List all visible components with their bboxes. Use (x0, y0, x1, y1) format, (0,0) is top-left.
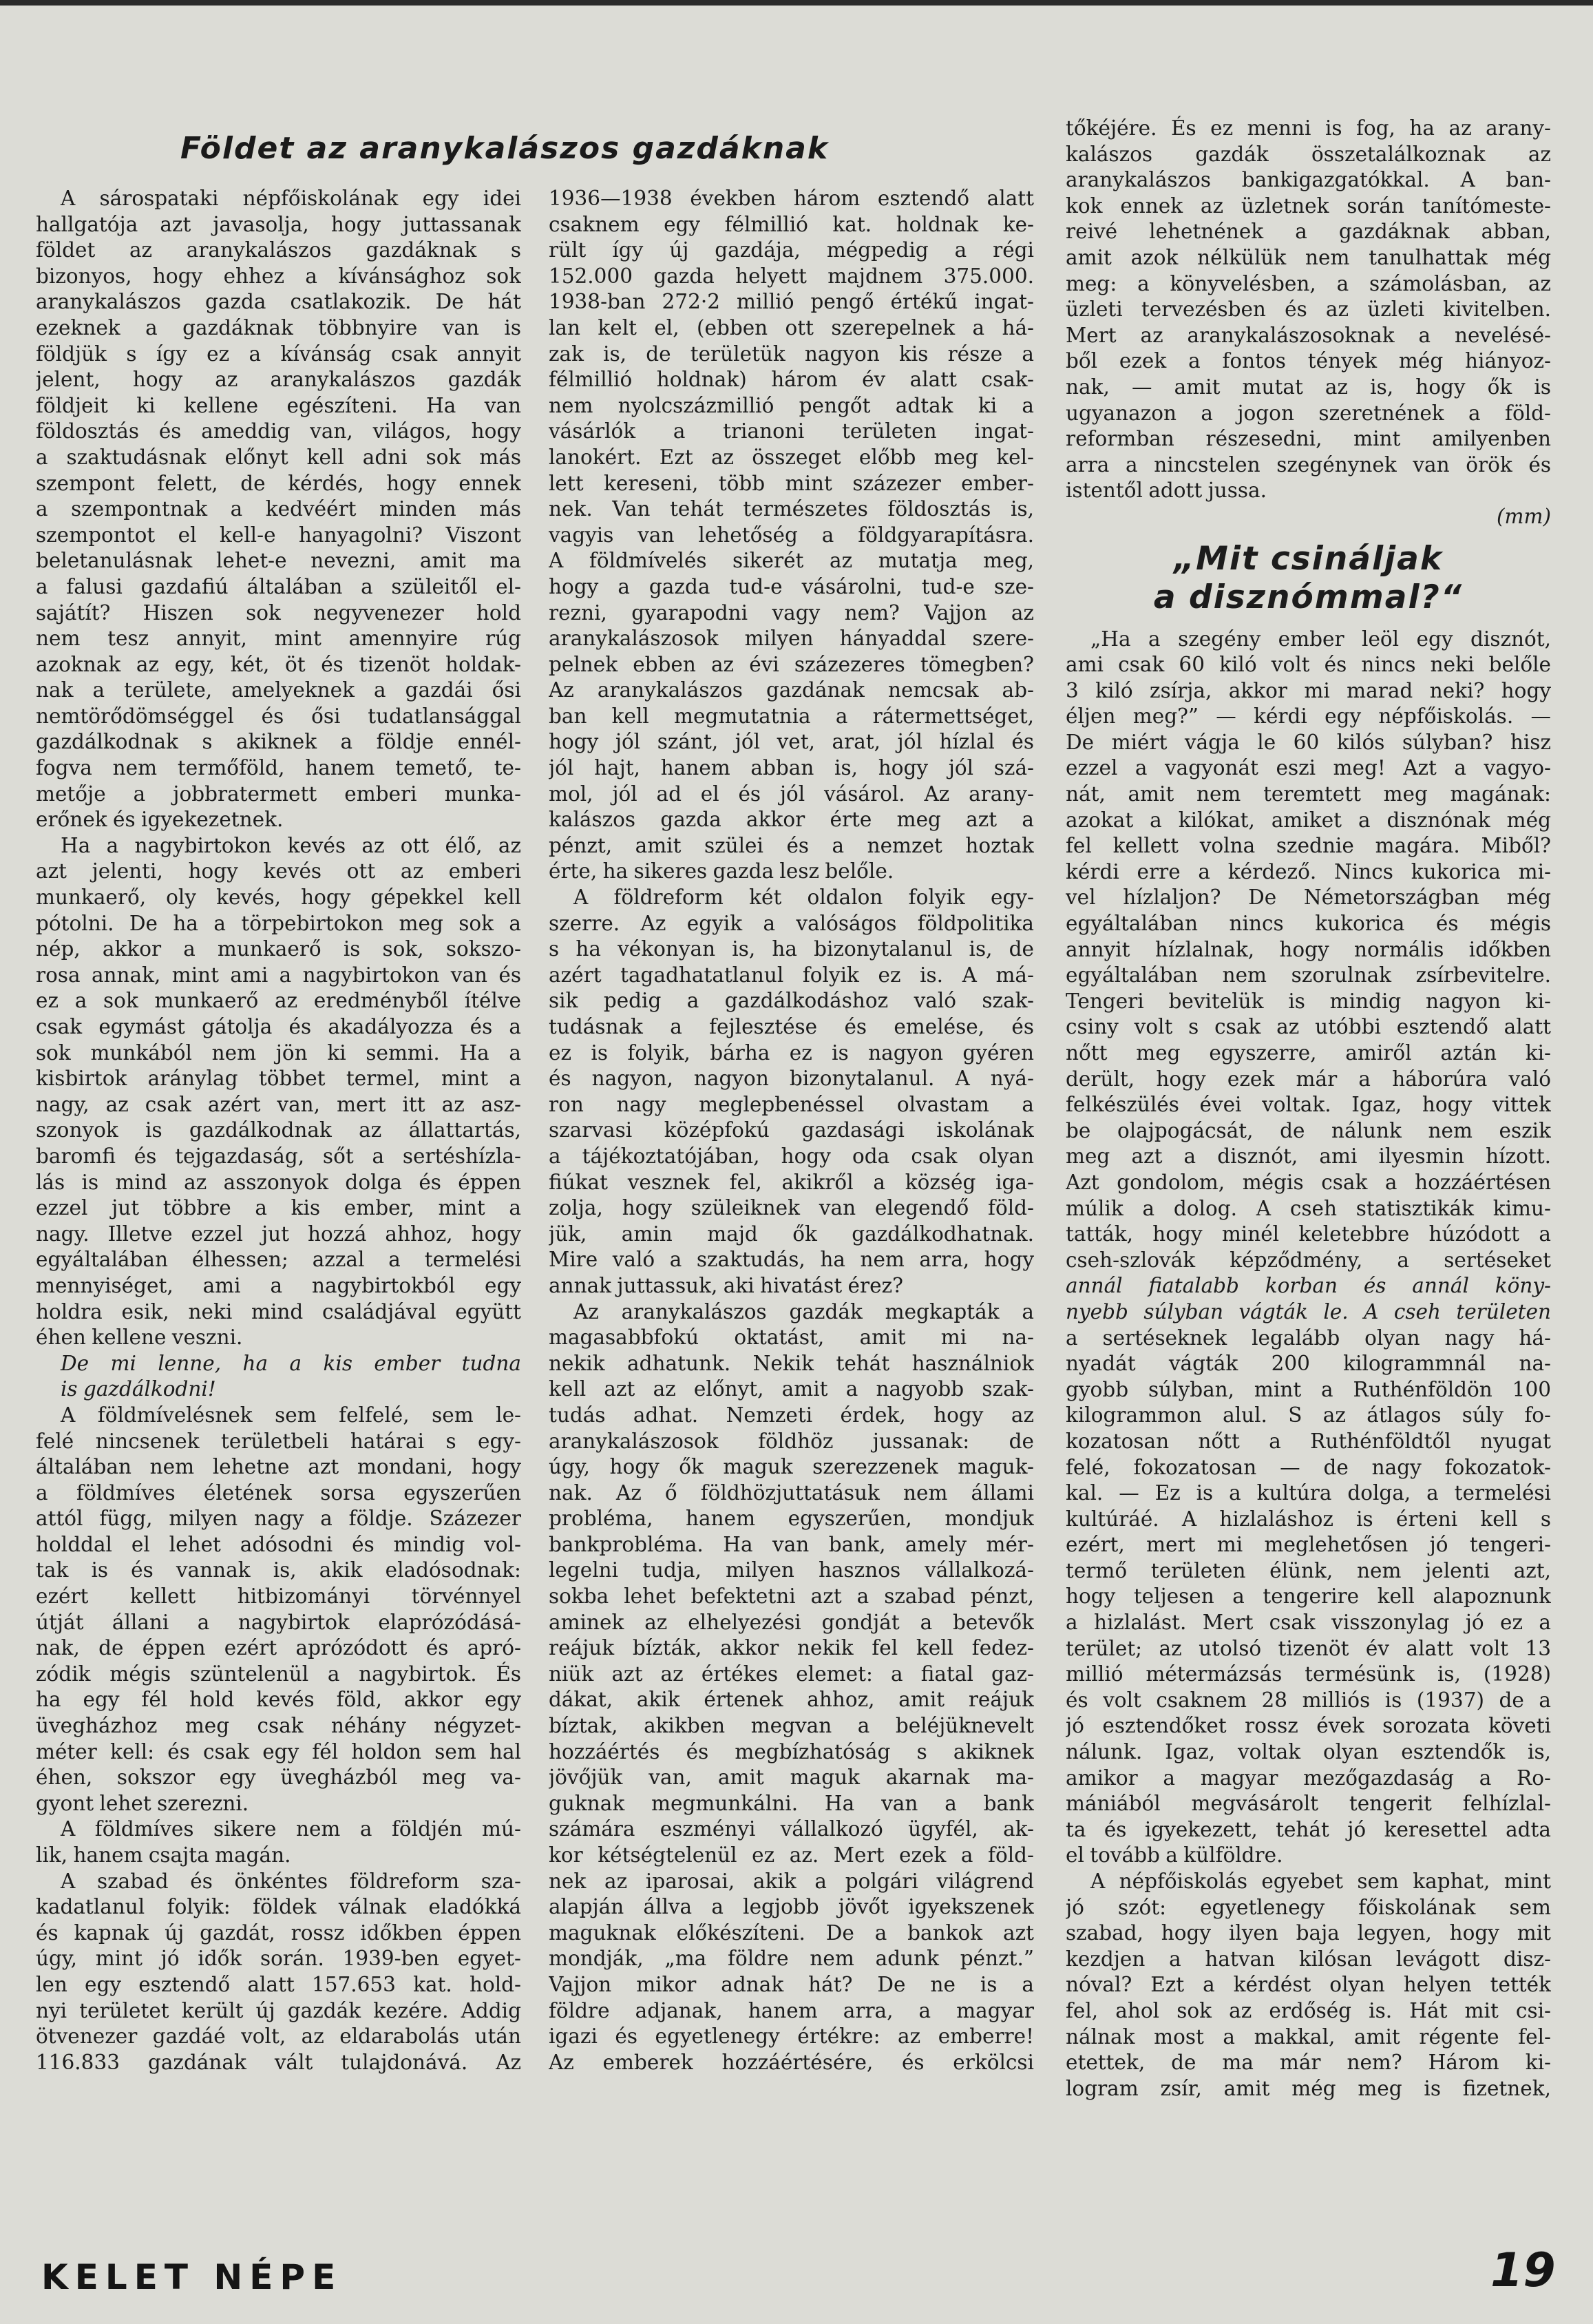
text-line: maguknak előkészíteni. De a bankok azt (549, 1920, 1034, 1945)
text-line: csiny volt s csak az utóbbi esztendő alatt (1066, 1015, 1551, 1039)
text-line: szonyok is gazdálkodnak az állattartás, (36, 1118, 521, 1142)
text-line: reivé lehetnének a gazdáknak abban, (1066, 220, 1551, 244)
text-line: A szabad és önkéntes földreform sza- (61, 1869, 521, 1893)
text-line: nőtt meg egyszerre, amiről aztán ki- (1066, 1041, 1551, 1065)
text-line: (mm) (1497, 504, 1551, 528)
text-line: érte, ha sikeres gazda lesz belőle. (549, 859, 894, 883)
text-line: ez a sok munkaerő az eredményből ítélve (36, 989, 521, 1013)
text-line: aranykalászosok milyen hányaddal szere- (549, 627, 1034, 651)
text-line: arra a nincstelen szegénynek van örök és (1066, 452, 1551, 477)
text-line: annak juttassuk, aki hivatást érez? (549, 1273, 903, 1297)
text-line: amit azok nélkülük nem tanulhattak még (1066, 245, 1551, 269)
text-line: guknak megmunkálni. Ha van a bank (549, 1791, 1034, 1815)
text-line: vel hízlaljon? De Németországban még (1066, 886, 1551, 910)
text-line: Mert az aranykalászosoknak a nevelésé- (1066, 323, 1551, 347)
text-line: „Ha a szegény ember leöl egy disznót, (1090, 627, 1551, 651)
text-line: vásárlók a trianoni területen ingat- (549, 419, 1034, 443)
text-line: Az aranykalászos gazdának nemcsak ab- (549, 678, 1034, 702)
text-line: felkészülés évei voltak. Igaz, hogy vittek (1066, 1093, 1551, 1117)
text-line: szempont felett, de kérdés, hogy ennek (36, 471, 521, 495)
text-line: csak egymást gátolja és akadályozza és a (36, 1015, 521, 1038)
text-line: nóval? Ezt a kérdést olyan helyen tették (1066, 1973, 1551, 1997)
text-line: logram zsír, amit még meg is fizetnek, (1066, 2076, 1551, 2100)
text-line: Vajjon mikor adnak hát? De ne is a (549, 1972, 1034, 1996)
text-line: nép, akkor a munkaerő is sok, sokszo- (36, 937, 521, 961)
text-line: a hizlalást. Mert csak visszonylag jó ez a (1066, 1611, 1551, 1635)
text-line: számára eszményi vállalkozó ügyfél, ak- (549, 1817, 1034, 1841)
text-line: niük azt az értékes elemet: a fiatal gaz- (549, 1662, 1034, 1686)
text-line: felé, fokozatosan — de nagy fokozatok- (1066, 1455, 1551, 1479)
text-line: nem tesz annyit, mint amennyire rúg (36, 627, 521, 651)
text-line: éhen kellene veszni. (36, 1326, 243, 1350)
text-line: általában nem lehetne azt mondani, hogy (36, 1455, 521, 1479)
text-line: tak is és vannak is, akik eladósodnak: (36, 1558, 521, 1582)
text-line: mániából megvásárolt tengerit felhízlal- (1066, 1792, 1551, 1816)
text-line: és kapnak új gazdát, rossz időkben éppen (36, 1920, 521, 1945)
text-line: 152.000 gazda helyett majdnem 375.000. (549, 264, 1034, 288)
text-line: ta és igyekezett, tehát jó keresettel adta (1066, 1817, 1551, 1841)
text-line: ből ezek a fontos tények még hiányoz- (1066, 349, 1551, 373)
text-line: kadatlanul folyik: földek válnak eladókká (36, 1895, 521, 1919)
text-line: legelni tudja, milyen hasznos vállalkozá- (549, 1558, 1034, 1582)
text-line: jövőjük van, amit maguk akarnak ma- (549, 1766, 1034, 1790)
text-line: azt jelenti, hogy kevés ott az emberi (36, 859, 521, 883)
text-line: el tovább a külföldre. (1066, 1843, 1283, 1867)
text-line: 3 kiló zsírja, akkor mi marad neki? hogy (1066, 678, 1551, 702)
text-line: pelnek ebben az évi százezeres tömegben? (549, 652, 1034, 676)
text-line: üvegházhoz meg csak néhány négyzet- (36, 1714, 521, 1738)
text-line: kal. — Ez is a kultúra dolga, a termelési (1066, 1481, 1551, 1505)
text-line: nagy, az csak azért van, mert itt az asz- (36, 1092, 521, 1116)
text-line: nak a területe, amelyeknek a gazdái ősi (36, 678, 521, 702)
text-line: azokat a kilókat, amiket a disznónak még (1066, 808, 1551, 832)
text-line: a tájékoztatójában, hogy oda csak olyan (549, 1144, 1034, 1168)
text-line: etettek, de ma már nem? Három ki- (1066, 2051, 1551, 2075)
text-line: magasabbfokú oktatást, amit mi na- (549, 1326, 1034, 1350)
text-line: derült, hogy ezek már a háborúra való (1066, 1067, 1551, 1091)
text-line: A földreform két oldalon folyik egy- (573, 886, 1034, 910)
text-line: baromfi és tejgazdaság, sőt a sertéshízla- (36, 1144, 521, 1168)
text-line: termő területen élünk, nem jelenti azt, (1066, 1558, 1551, 1582)
text-line: 116.833 gazdának vált tulajdonává. Az (36, 2050, 521, 2074)
text-line: rült így új gazdája, mégpedig a régi (549, 238, 1034, 262)
text-line: nem nyolcszázmillió pengőt adtak ki a (549, 393, 1034, 417)
text-line: pótolni. De ha a törpebirtokon meg sok a (36, 911, 521, 935)
text-line: üzleti tervezésben és az üzleti kivitelben. (1066, 297, 1551, 322)
text-line: is gazdálkodni! (61, 1377, 216, 1401)
text-line: kérdi erre a kérdező. Nincs kukorica mi- (1066, 859, 1551, 883)
text-line: munkaerő, oly kevés, hogy gépekkel kell (36, 886, 521, 910)
text-line: mol, jól ad el és jól vásárol. Az arany- (549, 782, 1034, 806)
text-line: jó esztendőket rossz évek sorozata követi (1066, 1714, 1551, 1738)
text-line: A földmíves sikere nem a földjén mú- (61, 1817, 521, 1841)
text-line: aranykalászos bankigazgatókkal. A ban- (1066, 168, 1551, 192)
text-line: A földmívelés sikerét az mutatja meg, (549, 549, 1034, 573)
text-line: éljen meg?” — kérdi egy népfőiskolás. — (1066, 704, 1551, 729)
text-line: kok ennek az üzletnek során tanítómeste- (1066, 193, 1551, 218)
text-line: hozzáértés és megbízhatóság s akiknek (549, 1739, 1034, 1763)
text-line: ban kell megmutatnia a rátermettséget, (549, 704, 1034, 728)
text-line: pénzt, amit szülei és a nemzet hoztak (549, 833, 1034, 857)
text-line: múlik a dolog. A cseh statisztikák kimu- (1066, 1196, 1551, 1220)
text-line: bíztak, akikben megvan a beléjüknevelt (549, 1714, 1034, 1738)
text-line: földjük s így ez a kívánság csak annyit (36, 342, 521, 366)
text-line: s ha vékonyan is, ha bizonytalanul is, de (549, 937, 1034, 961)
text-line: szabad, hogy ilyen baja legyen, hogy mit (1066, 1921, 1551, 1945)
text-line: reformban részesedni, mint amilyenben (1066, 427, 1551, 451)
text-line: annál fiatalabb korban és annál köny- (1066, 1274, 1551, 1298)
text-line: hogy a gazda tud-e vásárolni, tud-e sze- (549, 574, 1034, 598)
text-line: gyobb súlyban, mint a Ruthénföldön 100 (1066, 1377, 1551, 1401)
text-line: Azt gondolom, mégis csak a hozzáértésen (1066, 1170, 1551, 1194)
text-line: lett kereseni, több mint százezer ember- (549, 471, 1034, 495)
text-line: probléma, hanem egyszerűen, mondjuk (549, 1507, 1034, 1531)
text-line: azoknak az egy, két, öt és tizenöt holdak- (36, 652, 521, 676)
text-line: kor kétségtelenül ez az. Mert ezek a föld- (549, 1843, 1034, 1867)
text-line: rosa annak, mint ami a nagybirtokon van és (36, 963, 521, 987)
text-line: a falusi gazdafiú általában a szüleitől el- (36, 574, 521, 598)
text-line: mennyiséget, ami a nagybirtokból egy (36, 1273, 521, 1297)
text-line: felé nincsenek területbeli határai s egy- (36, 1429, 521, 1453)
text-line: hogy teljesen a tengerire kell alapoznunk (1066, 1584, 1551, 1609)
column-2 (549, 186, 1034, 2075)
text-line: Mire való a szaktudás, ha nem arra, hogy (549, 1248, 1034, 1272)
text-line: nekik adhatunk. Nekik tehát használniok (549, 1351, 1034, 1375)
text-line: sajátít? Hiszen sok negyvenezer hold (36, 600, 521, 625)
text-line: nek. Van tehát természetes földosztás is, (549, 497, 1034, 521)
text-line: A népfőiskolás egyebet sem kaphat, mint (1090, 1870, 1551, 1893)
text-line: jól hajt, hanem abban is, hogy jól szá- (549, 756, 1034, 780)
text-line: nát, amit nem teremtett meg magának: (1066, 782, 1551, 806)
text-line: A földmívelésnek sem felfelé, sem le- (61, 1403, 521, 1427)
text-line: ugyanazon a jogon szeretnének a föld- (1066, 401, 1551, 425)
text-line: bankprobléma. Ha van bank, amely mér- (549, 1532, 1034, 1556)
text-line: zolja, hogy szüleiknek van elegendő föld- (549, 1196, 1034, 1220)
text-line: kisbirtok aránylag többet termel, mint a (36, 1067, 521, 1091)
text-line: nak, — amit mutat az is, hogy ők is (1066, 375, 1551, 399)
text-line: azért tagadhatatlanul folyik ez is. A má- (549, 963, 1034, 987)
text-line: ötvenezer gazdáé volt, az eldarabolás után (36, 2024, 521, 2049)
text-line: zódik mégis szüntelenül a nagybirtok. És (36, 1662, 521, 1686)
text-line: földosztás és ameddig van, világos, hogy (36, 419, 521, 443)
text-line: mondják, „ma földre nem adunk pénzt.” (549, 1947, 1034, 1971)
text-line: jó szót: egyetlenegy főiskolának sem (1066, 1895, 1551, 1919)
page-number: 19 (1490, 2243, 1556, 2298)
text-line: millió métermázsás termésünk is, (1928) (1066, 1662, 1551, 1686)
text-line: reájuk bízták, akkor nekik fel kell fedez- (549, 1636, 1034, 1660)
text-line: úgy, mint jó idők során. 1939-ben egyet- (36, 1947, 521, 1971)
text-line: aminek az elhelyezési gondját a betevők (549, 1610, 1034, 1634)
text-line: dákat, akik értenek ahhoz, amit reájuk (549, 1688, 1034, 1712)
text-line: sik pedig a gazdálkodáshoz való szak- (549, 989, 1034, 1013)
text-line: kalászos gazda akkor érte meg azt a (549, 808, 1034, 832)
text-line: nyadát vágták 200 kilogrammnál na- (1066, 1352, 1551, 1376)
text-line: nálnak most a makkal, amit régente fel- (1066, 2024, 1551, 2049)
text-line: jük, amin majd ők gazdálkodhatnak. (549, 1222, 1034, 1246)
text-line: éhen, sokszor egy üvegházból meg va- (36, 1766, 521, 1790)
text-line: nagy. Illetve ezzel jut hozzá ahhoz, hogy (36, 1222, 521, 1246)
text-line: a szempontnak a kedvéért minden más (36, 497, 521, 521)
text-line: csaknem egy félmillió kat. holdnak ke- (549, 212, 1034, 236)
text-line: fel kellett volna szednie magára. Miből? (1066, 834, 1551, 858)
text-line: cseh-szlovák képződmény, a sertéseket (1066, 1248, 1551, 1272)
text-line: be olajpogácsát, de nálunk nem eszik (1066, 1118, 1551, 1142)
text-line: annyit hízlalnak, hogy normális időkben (1066, 937, 1551, 961)
text-line: és volt csaknem 28 milliós is (1937) de a (1066, 1688, 1551, 1712)
text-line: zak is, de területük nagyon kis része a (549, 342, 1034, 366)
text-line: terület; az utolsó tizenöt év alatt volt 13 (1066, 1636, 1551, 1660)
text-line: egyáltalában nem szorulnak zsírbevitelre. (1066, 963, 1551, 987)
text-line: ezért, mert mi meglehetősen jó tengeri- (1066, 1533, 1551, 1557)
text-line: a sertéseknek legalább olyan nagy há- (1066, 1326, 1551, 1350)
text-line: ezzel a vagyonát eszi meg! Azt a vagyo- (1066, 756, 1551, 780)
text-line: ez is folyik, bárha ez is nagyon gyéren (549, 1040, 1034, 1065)
text-line: kozatosan nőtt a Ruthénföldtől nyugat (1066, 1429, 1551, 1453)
text-line: A sárospataki népfőiskolának egy idei (61, 187, 521, 210)
text-line: nek az iparosai, akik a polgári világrend (549, 1869, 1034, 1893)
text-line: félmillió holdnak) három év alatt csak- (549, 368, 1034, 392)
text-line: meg: a könyvelésben, a számolásban, az (1066, 271, 1551, 295)
text-line: De mi lenne, ha a kis ember tudna (61, 1351, 521, 1375)
text-line: nálunk. Igaz, voltak olyan esztendők is, (1066, 1740, 1551, 1764)
text-line: lan kelt el, (ebben ott szerepelnek a há- (549, 315, 1034, 339)
text-line: egyáltalában élhessen; azzal a termelési (36, 1248, 521, 1272)
text-line: fiúkat vesznek fel, akikről a község iga- (549, 1170, 1034, 1194)
text-line: rezni, gyarapodni vagy nem? Vajjon az (549, 600, 1034, 625)
text-line: a földmíves életének sorsa egyszerűen (36, 1480, 521, 1505)
text-line: lás is mind az asszonyok dolga és éppen (36, 1170, 521, 1194)
text-line: kezdjen a hatvan kilósan levágott disz- (1066, 1947, 1551, 1971)
text-line: fel, ahol sok az erdőség is. Hát mit csi- (1066, 1998, 1551, 2022)
text-line: kell azt az előnyt, amit a nagyobb szak- (549, 1377, 1034, 1401)
text-line: tudásnak a fejlesztése és emelése, és (549, 1015, 1034, 1038)
text-line: ezeknek a gazdáknak többnyire van is (36, 315, 521, 339)
text-line: 1936—1938 években három esztendő alatt (549, 187, 1034, 210)
magazine-name: KELET NÉPE (41, 2257, 343, 2297)
article-title: Földet az aranykalászos gazdáknak (180, 131, 830, 166)
text-line: alapján állva a legjobb jövőt igyekszenek (549, 1895, 1034, 1919)
column-1 (36, 186, 521, 2075)
text-line: és nagyon, nagyon bizonytalanul. A nyá- (549, 1067, 1034, 1091)
text-line: 1938-ban 272·2 millió pengő értékű ingat- (549, 290, 1034, 314)
text-line: Tengeri bevitelük is mindig nagyon ki- (1066, 989, 1551, 1013)
text-line: tőkéjére. És ez menni is fog, ha az arany- (1066, 116, 1551, 140)
subhead (1066, 540, 1551, 617)
column-3 (1066, 116, 1551, 2102)
text-line: istentől adott jussa. (1066, 479, 1267, 503)
text-line: lik, hanem csajta magán. (36, 1843, 291, 1867)
text-line: nak, de éppen ezért aprózódott és apró- (36, 1636, 521, 1660)
text-line: Az aranykalászos gazdák megkapták a (573, 1299, 1034, 1323)
text-line: nemtörődömséggel és ősi tudatlansággal (36, 704, 521, 728)
text-line: De miért vágja le 60 kilós súlyban? hisz (1066, 730, 1551, 754)
text-line: kalászos gazdák összetalálkoznak az (1066, 142, 1551, 166)
subhead-line-1: „Mit csináljak (1173, 539, 1444, 578)
text-line: kultúráé. A hizlaláshoz is érteni kell s (1066, 1507, 1551, 1531)
text-line: szempontot el kell-e hanyagolni? Viszont (36, 523, 521, 547)
text-line: úgy, hogy ők maguk szerezzenek maguk- (549, 1455, 1034, 1479)
text-line: jelent, hogy az aranykalászos gazdák (36, 368, 521, 392)
text-line: sok munkából nem jön ki semmi. Ha a (36, 1040, 521, 1065)
text-line: méter kell: és csak egy fél holdon sem hal (36, 1739, 521, 1763)
text-line: meg azt a disznót, ami ilyesmin hízott. (1066, 1144, 1551, 1169)
text-line: holddal el lehet adósodni és mindig vol- (36, 1532, 521, 1556)
text-line: tatták, hogy minél keletebbre húzódott a (1066, 1222, 1551, 1246)
text-line: gyont lehet szerezni. (36, 1791, 249, 1815)
text-line: bizonyos, hogy ehhez a kívánsághoz sok (36, 264, 521, 288)
text-line: hallgatója azt javasolja, hogy juttassanak (36, 212, 521, 236)
text-line: Ha a nagybirtokon kevés az ott élő, az (61, 833, 521, 857)
text-line: egyáltalában nincs kukorica és mégis (1066, 912, 1551, 936)
text-line: szerre. Az egyik a valóságos földpolitika (549, 911, 1034, 935)
text-line: szarvasi középfokú gazdasági iskolának (549, 1118, 1034, 1142)
text-line: len egy esztendő alatt 157.653 kat. hold- (36, 1972, 521, 1996)
text-line: földet az aranykalászos gazdáknak s (36, 238, 521, 262)
text-line: földre adjanak, hanem arra, a magyar (549, 1998, 1034, 2022)
text-line: ron nagy meglepbenéssel olvastam a (549, 1092, 1034, 1116)
text-line: ezért kellett hitbizományi törvénnyel (36, 1584, 521, 1609)
text-line: kilogrammon alul. S az átlagos súly fo- (1066, 1403, 1551, 1427)
text-line: holdra esik, neki mind családjával együtt (36, 1299, 521, 1323)
text-line: ezzel jut többre a kis ember, mint a (36, 1196, 521, 1220)
text-line: földjeit ki kellene egészíteni. Ha van (36, 393, 521, 417)
text-line: Az emberek hozzáértésére, és erkölcsi (549, 2050, 1034, 2074)
text-line: nak. Az ő földhözjuttatásuk nem állami (549, 1480, 1034, 1505)
text-line: ami csak 60 kiló volt és nincs neki belőle (1066, 653, 1551, 677)
text-line: igazi és egyetlenegy értékre: az emberre! (549, 2024, 1034, 2049)
text-line: lanokért. Ezt az összeget előbb meg kel- (549, 445, 1034, 469)
subhead-line-2: a disznómmal?“ (1153, 578, 1464, 616)
text-line: tudás adhat. Nemzeti érdek, hogy az (549, 1403, 1034, 1427)
text-line: aranykalászosok földhöz jussanak: de (549, 1429, 1034, 1453)
text-line: attól függ, milyen nagy a földje. Százezer (36, 1507, 521, 1531)
text-line: ha egy fél hold kevés föld, akkor egy (36, 1688, 521, 1712)
text-line: sokba lehet befektetni azt a szabad pénzt, (549, 1584, 1034, 1609)
text-line: fogva nem termőföld, hanem temető, te- (36, 756, 521, 780)
text-line: nyi területet került új gazdák kezére. Addig (36, 1998, 521, 2022)
text-line: aranykalászos gazda csatlakozik. De hát (36, 290, 521, 314)
text-line: a szaktudásnak előnyt kell adni sok más (36, 445, 521, 469)
text-line: hogy jól szánt, jól vet, arat, jól hízlal és (549, 730, 1034, 754)
text-line: beletanulásnak lehet-e nevezni, amit ma (36, 549, 521, 573)
text-line: gazdálkodnak s akiknek a földje ennél- (36, 730, 521, 754)
text-line: nyebb súlyban vágták le. A cseh területen (1066, 1299, 1551, 1323)
text-line: metője a jobbratermett emberi munka- (36, 782, 521, 806)
text-line: vagyis van lehetőség a földgyarapításra. (549, 523, 1034, 547)
text-line: amikor a magyar mezőgazdaság a Ro- (1066, 1766, 1551, 1790)
text-line: erőnek és igyekezetnek. (36, 808, 284, 832)
text-line: útját állani a nagybirtok elaprózódásá- (36, 1610, 521, 1634)
